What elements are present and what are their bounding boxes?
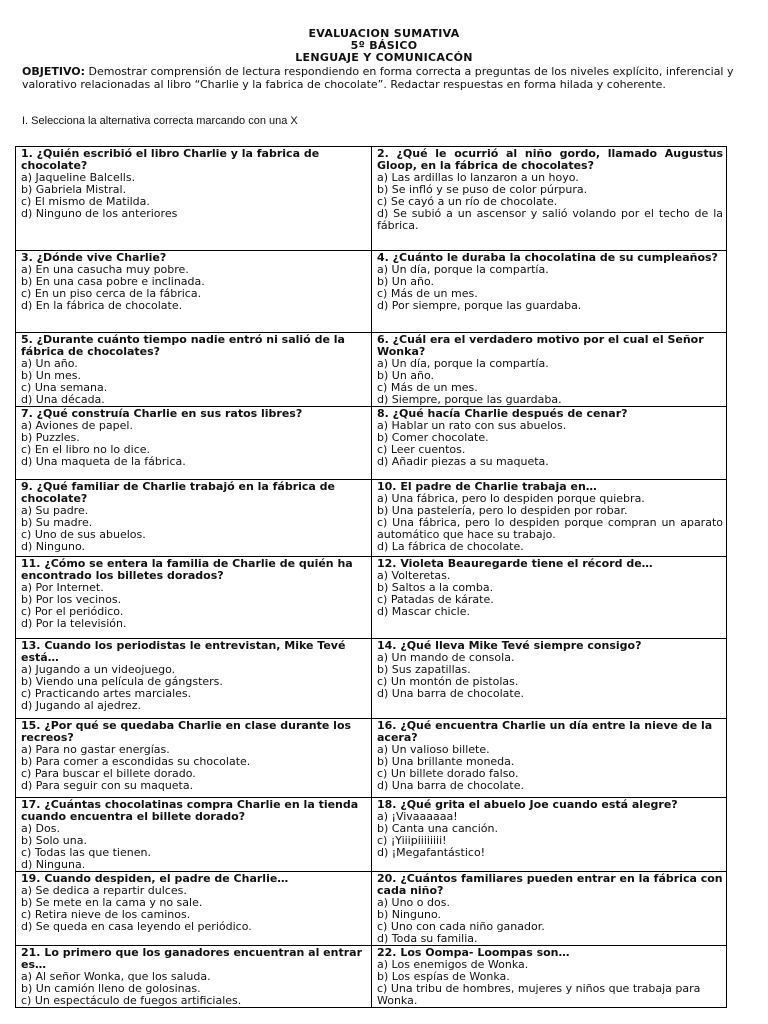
answer-option[interactable]: a) Dos. [21, 822, 60, 835]
answer-option[interactable]: a) Se dedica a repartir dulces. [21, 884, 187, 897]
answer-option[interactable]: d) Ninguno de los anteriores [21, 207, 178, 220]
question-text: 16. ¿Qué encuentra Charlie un día entre la nieve de la acera? [377, 719, 713, 744]
question-cell [372, 480, 727, 557]
answer-option[interactable]: d) Una barra de chocolate. [377, 779, 524, 792]
answer-option[interactable]: a) Un valioso billete. [377, 743, 490, 756]
answer-option[interactable]: b) Solo una. [21, 834, 87, 847]
question-text: 6. ¿Cuál era el verdadero motivo por el cual el Señor Wonka? [377, 333, 704, 358]
answer-option[interactable]: a) Un mando de consola. [377, 651, 515, 664]
question-cell [16, 946, 372, 1008]
answer-option[interactable]: c) Uno con cada niño ganador. [377, 920, 545, 933]
answer-option[interactable]: d) Una maqueta de la fábrica. [21, 455, 186, 468]
answer-option[interactable]: d) En la fábrica de chocolate. [21, 299, 183, 312]
answer-option[interactable]: a) Uno o dos. [377, 896, 450, 909]
question-text: 20. ¿Cuántos familiares pueden entrar en la fábrica con cada niño? [377, 872, 723, 897]
question-row [16, 798, 727, 872]
answer-option[interactable]: a) Las ardillas lo lanzaron a un hoyo. [377, 171, 579, 184]
answer-option[interactable]: c) Una semana. [21, 381, 108, 394]
question-text: 3. ¿Dónde vive Charlie? [21, 251, 167, 264]
question-text: 2. ¿Qué le ocurrió al niño gordo, llamado Augustus Gloop, en la fábrica de chocolates? [377, 147, 723, 172]
question-text: 21. Lo primero que los ganadores encuentran al entrar es… [21, 946, 363, 971]
answer-option[interactable]: c) El mismo de Matilda. [21, 195, 150, 208]
answer-option[interactable]: d) Toda su familia. [377, 932, 478, 945]
question-text: 11. ¿Cómo se entera la familia de Charlie de quién ha encontrado los billetes dorados? [21, 557, 353, 582]
answer-option[interactable]: c) Todas las que tienen. [21, 846, 151, 859]
answer-option[interactable]: d) Jugando al ajedrez. [21, 699, 142, 712]
question-text: 19. Cuando despiden, el padre de Charlie… [21, 872, 289, 885]
answer-option[interactable]: a) Jugando a un videojuego. [21, 663, 176, 676]
answer-option[interactable]: a) Los enemigos de Wonka. [377, 958, 529, 971]
answer-option[interactable]: d) Ninguno. [21, 540, 85, 553]
question-cell [16, 872, 372, 946]
document-header [0, 0, 768, 64]
answer-option[interactable]: d) Siempre, porque las guardaba. [377, 393, 562, 406]
answer-option[interactable]: c) Patadas de kárate. [377, 593, 494, 606]
answer-option[interactable]: a) Por Internet. [21, 581, 104, 594]
question-row [16, 557, 727, 639]
question-row [16, 719, 727, 798]
question-cell [16, 147, 372, 251]
answer-option[interactable]: d) ¡Megafantástico! [377, 846, 486, 859]
question-row [16, 946, 727, 1008]
question-text: 1. ¿Quién escribió el libro Charlie y la fabrica de chocolate? [21, 147, 320, 172]
question-cell [372, 872, 727, 946]
answer-option[interactable]: c) Retira nieve de los caminos. [21, 908, 191, 921]
question-cell [372, 333, 727, 407]
question-cell [372, 639, 727, 719]
answer-option[interactable]: d) Ninguna. [21, 858, 86, 871]
answer-option[interactable]: b) Los espías de Wonka. [377, 970, 510, 983]
answer-option[interactable]: a) ¡Vivaaaaaa! [377, 810, 458, 823]
answer-option[interactable]: b) Por los vecinos. [21, 593, 122, 606]
answer-option[interactable]: a) Aviones de papel. [21, 419, 133, 432]
answer-option[interactable]: c) ¡Yiiipiiiiiiii! [377, 834, 447, 847]
question-text: 14. ¿Qué lleva Mike Tevé siempre consigo? [377, 639, 642, 652]
question-cell [372, 557, 727, 639]
question-cell [16, 639, 372, 719]
question-text: 7. ¿Qué construía Charlie en sus ratos libres? [21, 407, 303, 420]
answer-option[interactable]: d) La fábrica de chocolate. [377, 540, 524, 553]
answer-option[interactable]: b) Un mes. [21, 369, 82, 382]
question-row [16, 407, 727, 480]
answer-option[interactable]: d) Por siempre, porque las guardaba. [377, 299, 582, 312]
answer-option[interactable]: d) Para seguir con su maqueta. [21, 779, 194, 792]
answer-option[interactable]: a) Jaqueline Balcells. [21, 171, 136, 184]
answer-option[interactable]: a) Un día, porque la compartía. [377, 357, 549, 370]
question-row [16, 639, 727, 719]
question-text: 9. ¿Qué familiar de Charlie trabajó en la fábrica de chocolate? [21, 480, 336, 505]
question-table [15, 146, 727, 1008]
answer-option[interactable]: c) Un montón de pistolas. [377, 675, 519, 688]
question-cell [16, 480, 372, 557]
answer-option[interactable]: b) Se infló y se puso de color púrpura. [377, 183, 588, 196]
answer-option[interactable]: c) Uno de sus abuelos. [21, 528, 146, 541]
header-grade: 5º BÁSICO [350, 39, 418, 52]
answer-option[interactable]: c) Más de un mes. [377, 381, 478, 394]
answer-option[interactable]: b) Un camión lleno de golosinas. [21, 982, 201, 995]
answer-option[interactable]: d) Añadir piezas a su maqueta. [377, 455, 549, 468]
question-text: 10. El padre de Charlie trabaja en… [377, 480, 597, 493]
section-instruction: I. Selecciona la alternativa correcta marcando con una X [22, 115, 298, 127]
question-text: 8. ¿Qué hacía Charlie después de cenar? [377, 407, 628, 420]
question-cell [372, 946, 727, 1008]
question-cell [16, 798, 372, 872]
question-cell [16, 251, 372, 333]
answer-option[interactable]: a) Un año. [21, 357, 78, 370]
objective-paragraph [22, 66, 740, 91]
answer-option[interactable]: c) Por el periódico. [21, 605, 124, 618]
answer-option[interactable]: a) Al señor Wonka, que los saluda. [21, 970, 211, 983]
question-row [16, 333, 727, 407]
question-text: 18. ¿Qué grita el abuelo Joe cuando está alegre? [377, 798, 678, 811]
answer-option[interactable]: b) Se mete en la cama y no sale. [21, 896, 203, 909]
question-text: 13. Cuando los periodistas le entrevistan, Mike Tevé está… [21, 639, 346, 664]
answer-option[interactable]: c) En el libro no lo dice. [21, 443, 151, 456]
question-cell [16, 557, 372, 639]
answer-option[interactable]: b) Un año. [377, 369, 435, 382]
answer-option[interactable]: b) Para comer a escondidas su chocolate. [21, 755, 251, 768]
question-text: 15. ¿Por qué se quedaba Charlie en clase durante los recreos? [21, 719, 352, 744]
answer-option[interactable]: a) Un día, porque la compartía. [377, 263, 549, 276]
answer-option[interactable]: a) Una fábrica, pero lo despiden porque quiebra. [377, 492, 645, 505]
answer-option[interactable]: a) Para no gastar energías. [21, 743, 170, 756]
answer-option[interactable]: a) En una casucha muy pobre. [21, 263, 189, 276]
question-cell [16, 407, 372, 480]
answer-option[interactable]: c) Para buscar el billete dorado. [21, 767, 196, 780]
question-text: 17. ¿Cuántas chocolatinas compra Charlie en la tienda cuando encuentra el billete dorado? [21, 798, 359, 823]
answer-option[interactable]: c) Un billete dorado falso. [377, 767, 519, 780]
answer-option[interactable]: d) Una década. [21, 393, 105, 406]
question-cell [372, 147, 727, 251]
answer-option[interactable]: b) Canta una canción. [377, 822, 498, 835]
answer-option[interactable]: c) Un espectáculo de fuegos artificiales. [21, 994, 242, 1007]
answer-option[interactable]: d) Se subió a un ascensor y salió volando por el techo de la fábrica. [377, 207, 723, 232]
question-text: 4. ¿Cuánto le duraba la chocolatina de su cumpleaños? [377, 251, 718, 264]
answer-option[interactable]: b) En una casa pobre e inclinada. [21, 275, 205, 288]
answer-option[interactable]: c) Más de un mes. [377, 287, 478, 300]
question-text: 22. Los Oompa- Loompas son… [377, 946, 570, 959]
answer-option[interactable]: c) Una tribu de hombres, mujeres y niños que trabaja para Wonka. [377, 982, 701, 1007]
question-text: 5. ¿Durante cuánto tiempo nadie entró ni salió de la fábrica de chocolates? [21, 333, 345, 358]
answer-option[interactable]: c) Practicando artes marciales. [21, 687, 192, 700]
answer-option[interactable]: b) Su madre. [21, 516, 93, 529]
question-cell [16, 333, 372, 407]
answer-option[interactable]: b) Puzzles. [21, 431, 80, 444]
answer-option[interactable]: d) Una barra de chocolate. [377, 687, 524, 700]
header-title: EVALUACION SUMATIVA [308, 27, 460, 40]
objective-text: Demostrar comprensión de lectura respondiendo en forma correcta a preguntas de los niveles explícito, inferencial y valorativo relacionadas al libro “Charlie y la fabrica de chocolate”. Redactar respuestas en forma hilada y coherente. [22, 65, 734, 91]
answer-option[interactable]: b) Sus zapatillas. [377, 663, 471, 676]
answer-option[interactable]: b) Comer chocolate. [377, 431, 489, 444]
answer-option[interactable]: a) Hablar un rato con sus abuelos. [377, 419, 567, 432]
answer-option[interactable]: b) Saltos a la comba. [377, 581, 494, 594]
answer-option[interactable]: b) Gabriela Mistral. [21, 183, 127, 196]
question-cell [372, 407, 727, 480]
objective-label: OBJETIVO: [22, 65, 86, 78]
question-row [16, 251, 727, 333]
question-cell [372, 719, 727, 798]
answer-option[interactable]: c) En un piso cerca de la fábrica. [21, 287, 202, 300]
answer-option[interactable]: a) Volteretas. [377, 569, 451, 582]
answer-option[interactable]: b) Una brillante moneda. [377, 755, 515, 768]
answer-option[interactable]: c) Se cayó a un río de chocolate. [377, 195, 558, 208]
question-row [16, 147, 727, 251]
answer-option[interactable]: b) Viendo una película de gángsters. [21, 675, 223, 688]
answer-option[interactable]: b) Una pastelería, pero lo despiden por robar. [377, 504, 628, 517]
answer-option[interactable]: d) Por la televisión. [21, 617, 127, 630]
answer-option[interactable]: a) Su padre. [21, 504, 89, 517]
question-cell [16, 719, 372, 798]
answer-option[interactable]: c) Una fábrica, pero lo despiden porque compran un aparato automático que hace su trabajo. [377, 516, 723, 541]
answer-option[interactable]: c) Leer cuentos. [377, 443, 466, 456]
question-text: 12. Violeta Beauregarde tiene el récord de… [377, 557, 653, 570]
question-row [16, 872, 727, 946]
header-subject: LENGUAJE Y COMUNICACÓN [295, 51, 473, 64]
question-row [16, 480, 727, 557]
answer-option[interactable]: b) Un año. [377, 275, 435, 288]
answer-option[interactable]: b) Ninguno. [377, 908, 441, 921]
answer-option[interactable]: d) Mascar chicle. [377, 605, 470, 618]
question-cell [372, 798, 727, 872]
answer-option[interactable]: d) Se queda en casa leyendo el periódico. [21, 920, 252, 933]
question-cell [372, 251, 727, 333]
